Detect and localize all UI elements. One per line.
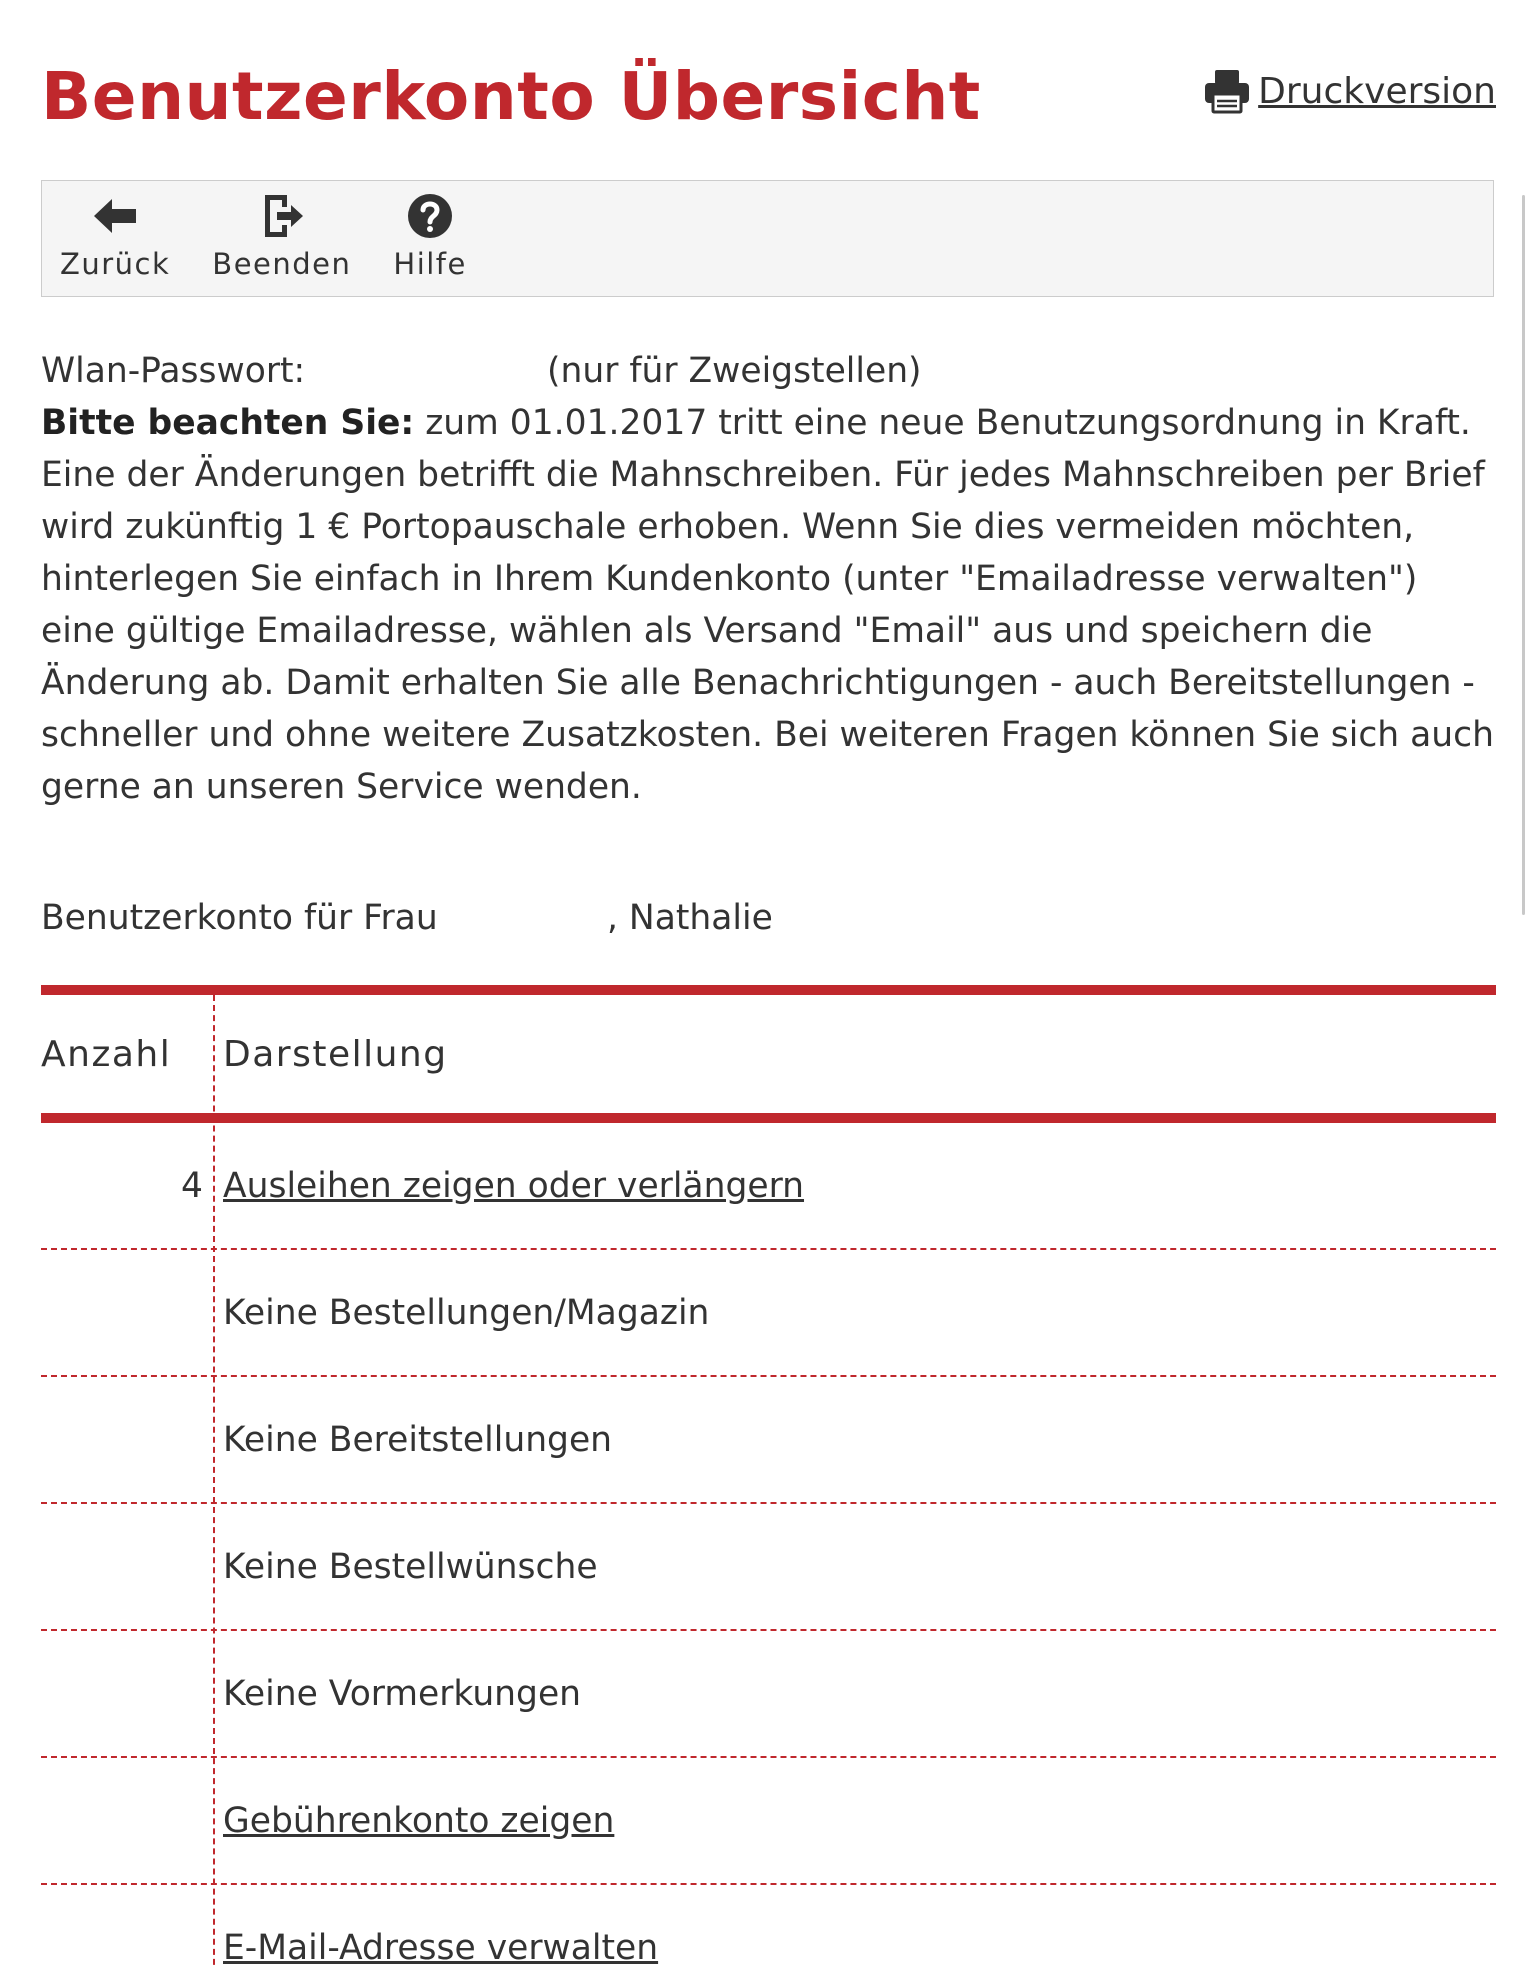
- exit-label: Beenden: [212, 247, 352, 281]
- back-label: Zurück: [60, 247, 171, 281]
- column-divider: [213, 995, 215, 1966]
- email-manage-link[interactable]: E-Mail-Adresse verwalten: [223, 1927, 659, 1966]
- back-button[interactable]: [60, 181, 170, 281]
- page-title: Benutzerkonto Übersicht: [41, 58, 981, 135]
- pickups-text: Keine Bereitstellungen: [223, 1419, 613, 1460]
- table-row: [41, 1504, 1496, 1631]
- toolbar: [41, 180, 1494, 297]
- loans-link[interactable]: Ausleihen zeigen oder verlängern: [223, 1165, 805, 1206]
- table-row: [41, 1758, 1496, 1885]
- logout-icon: [257, 191, 307, 241]
- table-row: [41, 1377, 1496, 1504]
- print-version-label: Druckversion: [1258, 70, 1496, 112]
- printer-icon: [1202, 66, 1252, 116]
- header-count: Anzahl: [41, 1033, 172, 1075]
- header-description: Darstellung: [223, 1033, 448, 1075]
- table-body: [41, 1123, 1496, 1966]
- account-line: [41, 898, 773, 938]
- table-row: [41, 1885, 1496, 1966]
- table-row: [41, 1250, 1496, 1377]
- account-label: Benutzerkonto für Frau: [41, 898, 438, 938]
- info-section: [41, 345, 1496, 813]
- row-count: 4: [181, 1165, 203, 1206]
- account-first-name: , Nathalie: [607, 898, 773, 938]
- reservations-text: Keine Vormerkungen: [223, 1673, 582, 1714]
- table-row: [41, 1123, 1496, 1250]
- exit-button[interactable]: [212, 181, 351, 281]
- notice-body: zum 01.01.2017 tritt eine neue Benutzungsordnung in Kraft. Eine der Änderungen betrifft die Mahnschreiben. Für jedes Mahnschreiben per Brief wird zukünftig 1 € Portopauschale erhoben. Wenn Sie dies vermeiden möchten, hinterlegen Sie einfach in Ihrem Kundenkonto (unter "Emailadresse verwalten") eine gültige Emailadresse, wählen als Versand "Email" aus und speichern die Änderung ab. Damit erhalten Sie alle Benachrichtigungen - auch Bereitstellungen - schneller und ohne weitere Zusatzkosten. Bei weiteren Fragen können Sie sich auch gerne an unseren Service wenden.: [41, 403, 1494, 807]
- page: [41, 0, 1496, 1966]
- account-table: [41, 985, 1496, 1966]
- orders-text: Keine Bestellungen/Magazin: [223, 1292, 710, 1333]
- notice-text: [41, 397, 1496, 813]
- wishes-text: Keine Bestellwünsche: [223, 1546, 598, 1587]
- wlan-label: Wlan-Passwort:: [41, 351, 306, 391]
- wlan-row: [41, 345, 1496, 397]
- scrollbar[interactable]: [1522, 195, 1525, 915]
- help-button[interactable]: [393, 181, 466, 281]
- question-circle-icon: [405, 191, 455, 241]
- notice-bold: Bitte beachten Sie:: [41, 403, 415, 443]
- header: [41, 0, 1496, 178]
- fees-account-link[interactable]: Gebührenkonto zeigen: [223, 1800, 615, 1841]
- table-row: [41, 1631, 1496, 1758]
- help-label: Hilfe: [393, 247, 467, 281]
- table-header: [41, 985, 1496, 1123]
- print-version-link[interactable]: [1202, 66, 1496, 116]
- wlan-note: (nur für Zweigstellen): [547, 351, 922, 391]
- arrow-left-icon: [90, 191, 140, 241]
